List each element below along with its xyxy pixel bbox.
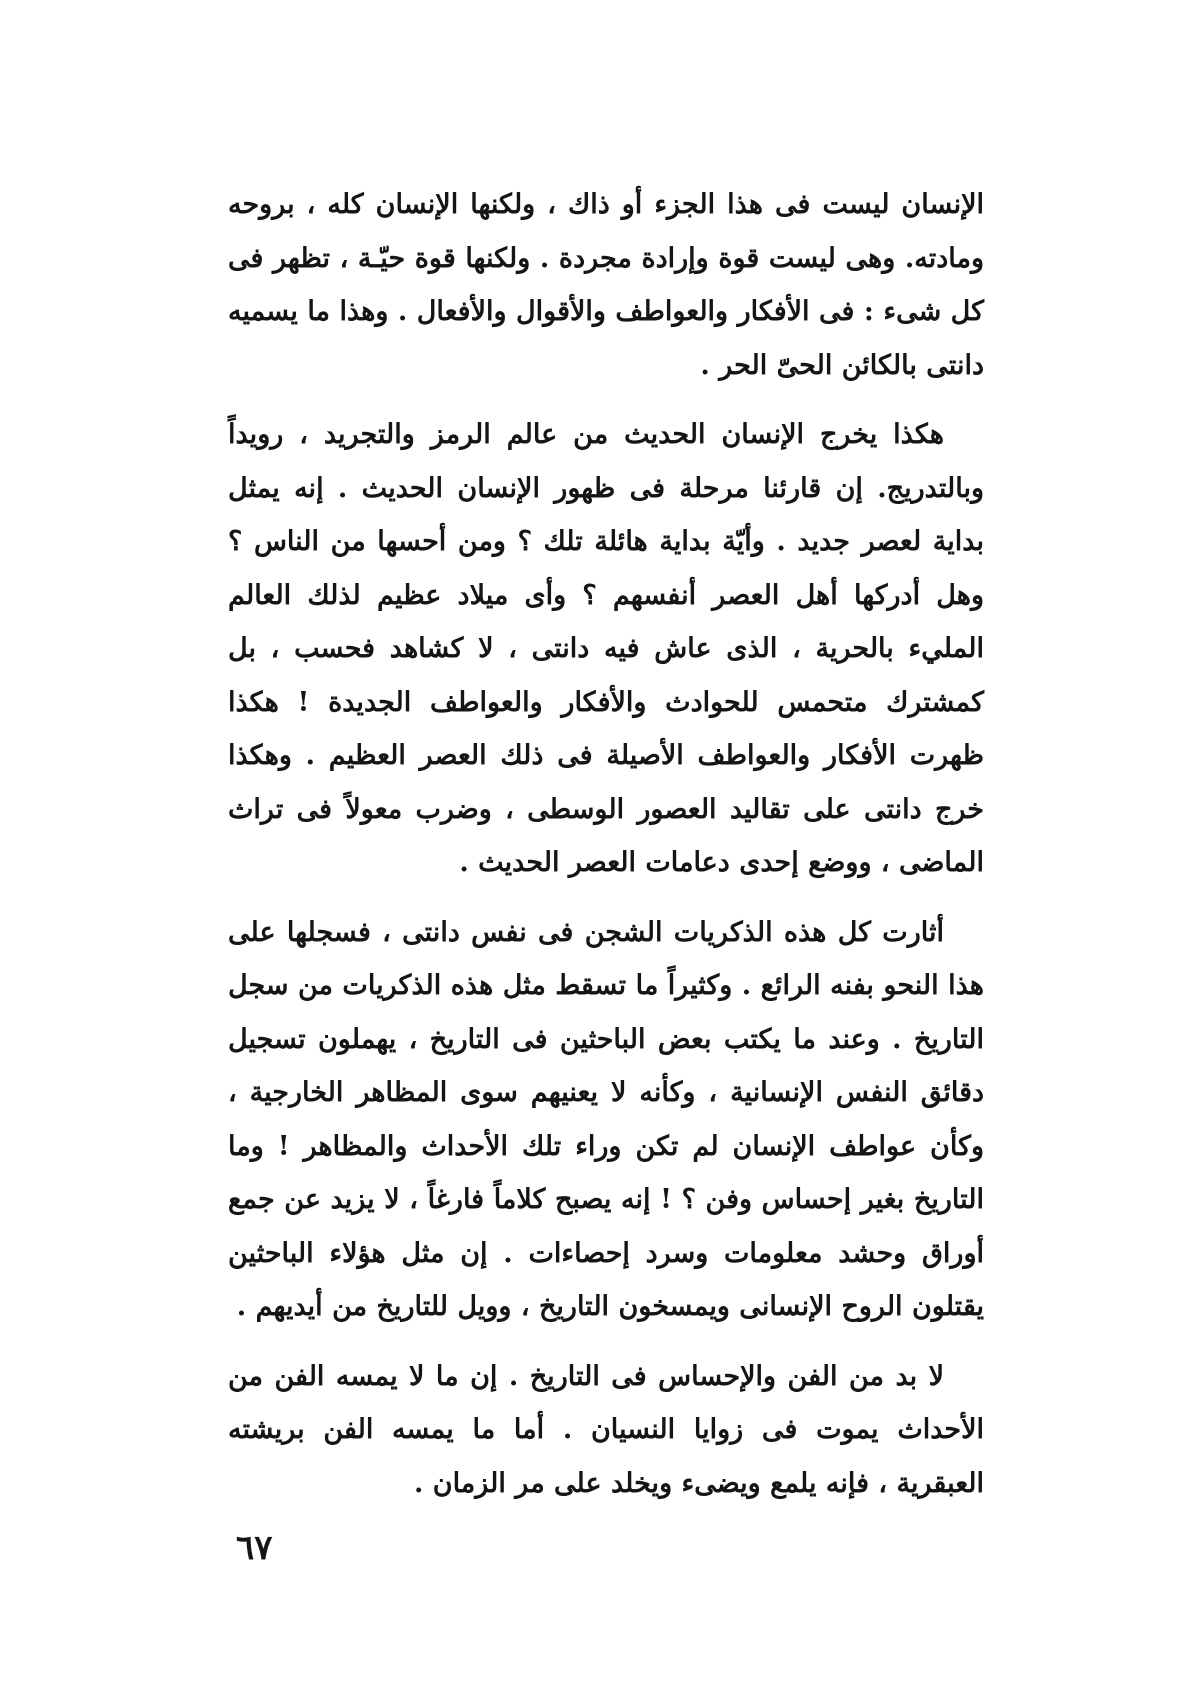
paragraph-1: الإنسان ليست فى هذا الجزء أو ذاك ، ولكنها الإنسان كله ، بروحه ومادته. وهى ليست قوة وإرادة مجردة . ولكنها قوة حيّـة ، تظهر فى كل شىء : فى الأفكار والعواطف والأقوال والأفعال . وهذا ما يسميه دانتى بالكائن الحىّ الحر . bbox=[228, 189, 984, 381]
paragraph-4: لا بد من الفن والإحساس فى التاريخ . إن ما لا يمسه الفن من الأحداث يموت فى زوايا النسيان . أما ما يمسه الفن بريشته العبقرية ، فإنه يلمع ويضىء ويخلد على مر الزمان . bbox=[228, 1360, 984, 1499]
body-text bbox=[228, 178, 984, 1526]
paragraph-3: أثارت كل هذه الذكريات الشجن فى نفس دانتى ، فسجلها على هذا النحو بفنه الرائع . وكثيراً ما تسقط مثل هذه الذكريات من سجل التاريخ . وعند ما يكتب بعض الباحثين فى التاريخ ، يهملون تسجيل دقائق النفس الإنسانية ، وكأنه لا يعنيهم سوى المظاهر الخارجية ، وكأن عواطف الإنسان لم تكن وراء تلك الأحداث والمظاهر ! وما التاريخ بغير إحساس وفن ؟ ! إنه يصبح كلاماً فارغاً ، لا يزيد عن جمع أوراق وحشد معلومات وسرد إحصاءات . إن مثل هؤلاء الباحثين يقتلون الروح الإنسانى ويمسخون التاريخ ، وويل للتاريخ من أيديهم . bbox=[228, 916, 984, 1322]
paragraph-2: هكذا يخرج الإنسان الحديث من عالم الرمز والتجريد ، رويداً وبالتدريج. إن قارئنا مرحلة فى ظهور الإنسان الحديث . إنه يمثل بداية لعصر جديد . وأيّة بداية هائلة تلك ؟ ومن أحسها من الناس ؟ وهل أدركها أهل العصر أنفسهم ؟ وأى ميلاد عظيم لذلك العالم المليء بالحرية ، الذى عاش فيه دانتى ، لا كشاهد فحسب ، بل كمشترك متحمس للحوادث والأفكار والعواطف الجديدة ! هكذا ظهرت الأفكار والعواطف الأصيلة فى ذلك العصر العظيم . وهكذا خرج دانتى على تقاليد العصور الوسطى ، وضرب معولاً فى تراث الماضى ، ووضع إحدى دعامات العصر الحديث . bbox=[228, 419, 984, 878]
page-number: ٦٧ bbox=[236, 1528, 273, 1568]
